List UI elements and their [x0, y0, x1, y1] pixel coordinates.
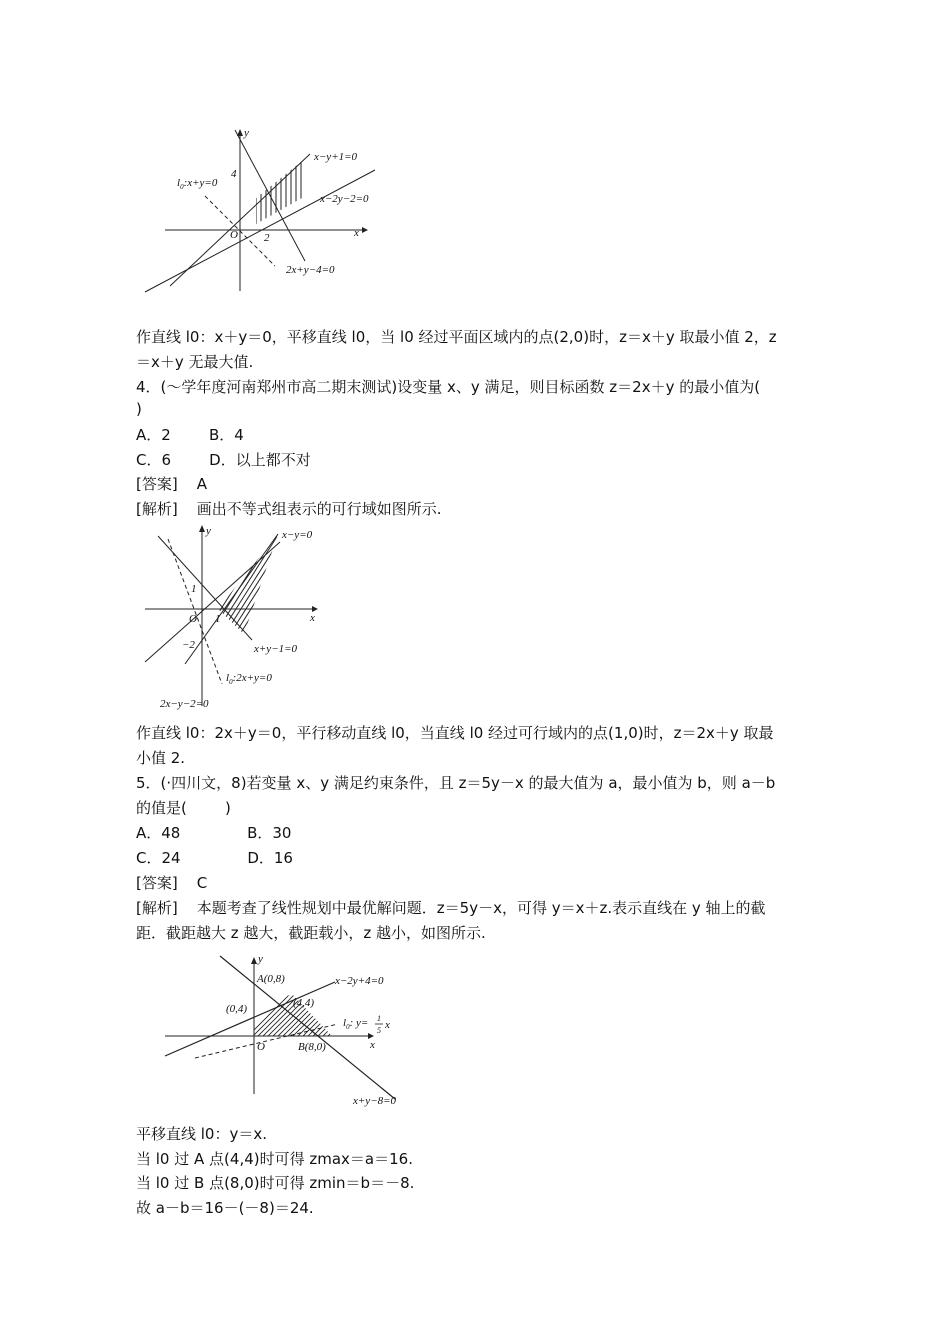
paragraph-2-line-2: 小值 2. [136, 749, 186, 767]
question-5-analysis-line-1: [解析] 本题考查了线性规划中最优解问题．z＝5y－x，可得 y＝x＋z.表示直线在 y 轴上的截 [136, 899, 766, 917]
label-2: 2 [264, 232, 270, 244]
figure-3 [160, 954, 410, 1114]
question-4-line-1: 4．(～学年度河南郑州市高二期末测试)设变量 x、y 满足，则目标函数 z＝2x＋y 的最小值为( [136, 378, 761, 396]
question-4-analysis: [解析] 画出不等式组表示的可行域如图所示. [136, 500, 442, 518]
label-fraction-variable: x [385, 1019, 390, 1031]
question-5-line-2: 的值是( ) [136, 799, 231, 817]
figure-1-svg [140, 126, 380, 296]
label-l0: $l_0:2x+y=0$ [226, 672, 272, 686]
question-5-options-2: C．24 D．16 [136, 849, 293, 867]
label-x: x [354, 227, 359, 239]
label-origin: O [230, 229, 238, 241]
label-l0: $l_0$: y= [343, 1017, 369, 1031]
label-line2: x+y−1=0 [254, 643, 298, 655]
label-1-y: 1 [191, 583, 197, 595]
line-l0 [168, 539, 222, 684]
paragraph-2-line-1: 作直线 l0：2x＋y＝0，平行移动直线 l0，当直线 l0 经过可行域内的点(1,0)时，z＝2x＋y 取最 [136, 724, 774, 742]
question-4-line-2: ) [136, 400, 142, 418]
label-minus-2: −2 [182, 639, 195, 651]
label-x: x [370, 1039, 375, 1051]
label-b-point: B(8,0) [298, 1041, 326, 1053]
label-line2: x+y−8=0 [353, 1095, 397, 1107]
label-point-0-4: (0,4) [226, 1003, 248, 1015]
label-line3: 2x−y−2=0 [160, 698, 209, 710]
label-line1: x−2y+4=0 [335, 975, 384, 987]
label-point-4-4: (4,4) [293, 997, 315, 1009]
label-y: y [244, 127, 249, 139]
label-origin: O [189, 613, 197, 625]
label-fraction-denominator: 5 [377, 1026, 381, 1035]
final-line-3: 当 l0 过 B 点(8,0)时可得 zmin＝b＝－8. [136, 1174, 415, 1192]
question-4-options-1: A．2 B．4 [136, 426, 244, 444]
label-line1: x−y=0 [282, 529, 313, 541]
question-4-options-2: C．6 D．以上都不对 [136, 451, 311, 469]
question-5-line-1: 5．(·四川文，8)若变量 x、y 满足约束条件，且 z＝5y－x 的最大值为 a，最小值为 b，则 a－b [136, 774, 776, 792]
label-origin: O [257, 1041, 265, 1053]
figure-2 [140, 524, 340, 712]
label-x: x [310, 612, 315, 624]
label-l0: $l_0:x+y=0$ [177, 177, 218, 191]
label-a-point: A(0,8) [257, 973, 285, 985]
label-4: 4 [231, 168, 237, 180]
question-5-answer: [答案] C [136, 874, 208, 892]
label-1-x: 1 [215, 613, 221, 625]
final-line-1: 平移直线 l0：y＝x. [136, 1125, 268, 1143]
line-x+y-1 [158, 536, 252, 640]
paragraph-1-line-1: 作直线 l0：x＋y＝0，平移直线 l0，当 l0 经过平面区域内的点(2,0)时，z＝x＋y 取最小值 2，z [136, 328, 777, 346]
final-line-2: 当 l0 过 A 点(4,4)时可得 zmax＝a＝16. [136, 1150, 413, 1168]
question-4-answer: [答案] A [136, 475, 208, 493]
label-y: y [258, 953, 263, 965]
paragraph-1-line-2: ＝x＋y 无最大值. [136, 353, 254, 371]
label-line1: x−y+1=0 [314, 151, 358, 163]
figure-2-svg [140, 524, 340, 712]
question-5-options-1: A．48 B．30 [136, 824, 292, 842]
figure-3-svg [160, 954, 410, 1114]
label-y: y [206, 525, 211, 537]
question-5-analysis-line-2: 距．截距越大 z 越大，截距载小，z 越小，如图所示. [136, 924, 486, 942]
label-line2: x−2y−2=0 [320, 193, 369, 205]
label-line3: 2x+y−4=0 [286, 264, 335, 276]
label-fraction-numerator: 1 [377, 1014, 381, 1023]
figure-1 [140, 126, 380, 296]
final-line-4: 故 a－b＝16－(－8)＝24. [136, 1199, 314, 1217]
line-2x+y-4 [235, 130, 305, 261]
